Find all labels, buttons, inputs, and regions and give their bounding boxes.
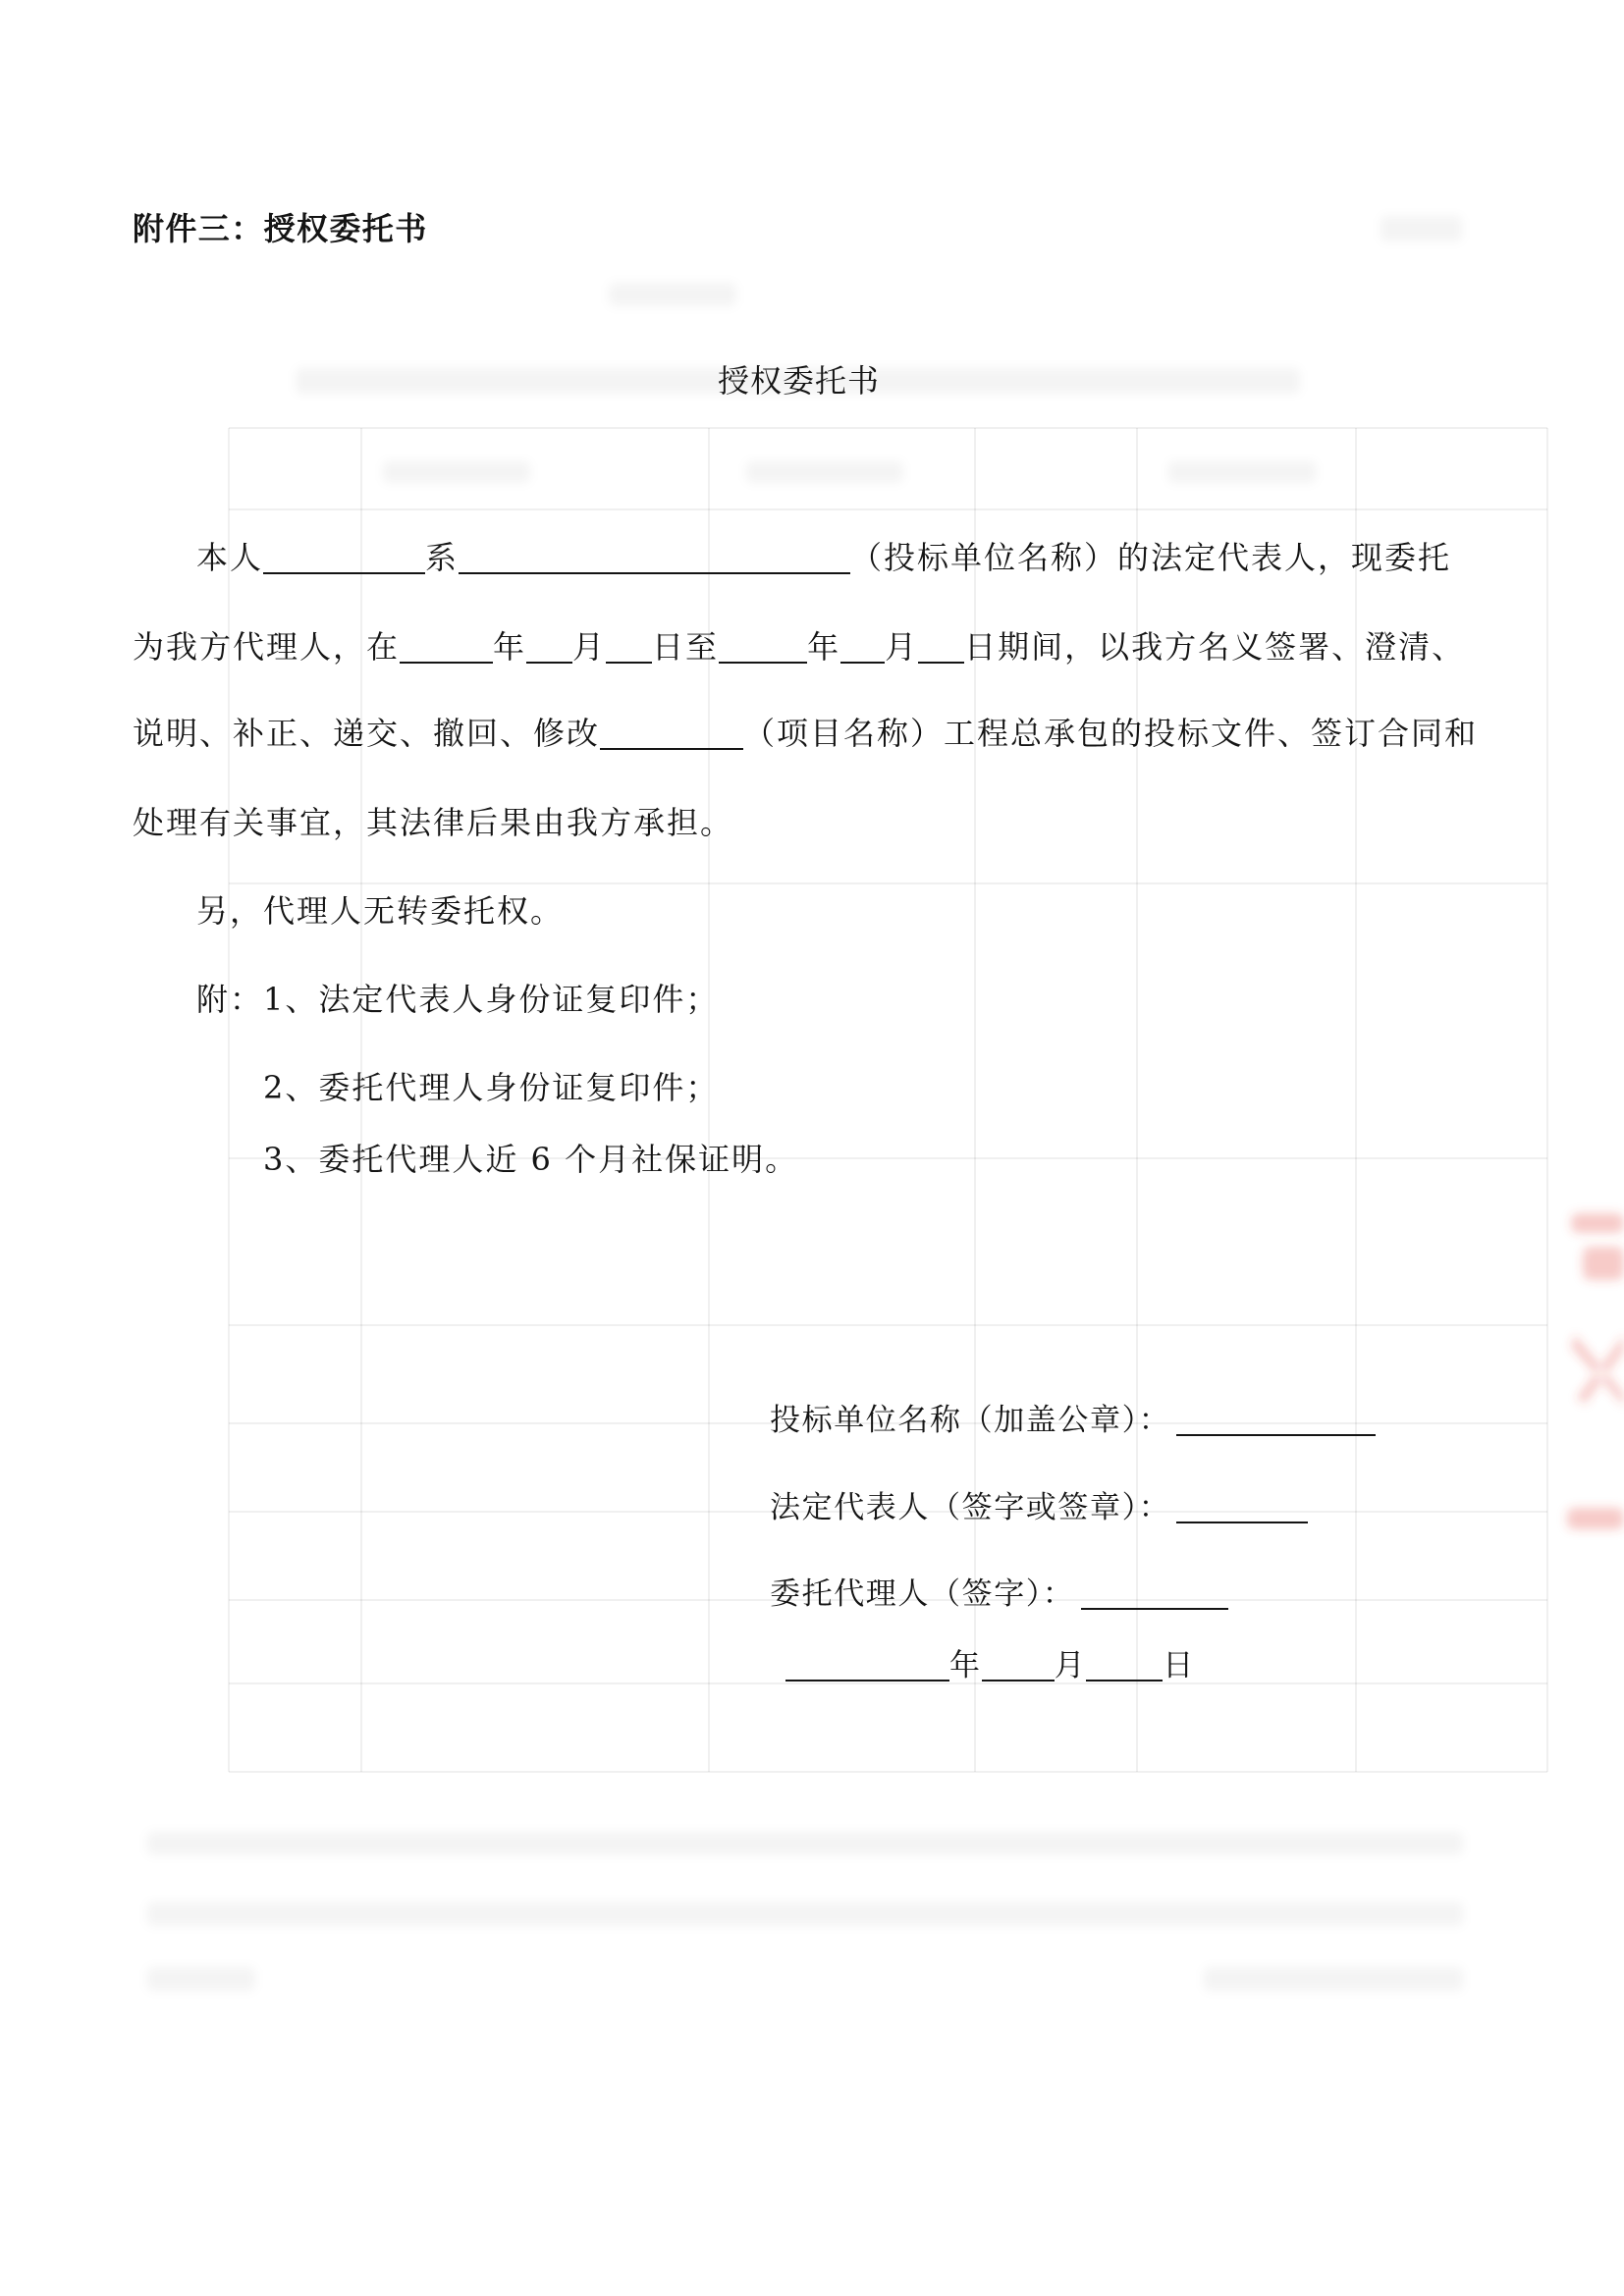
body-line-3-text-b: （项目名称）工程总承包的投标文件、签订合同和 [743,715,1479,752]
bleed-smudge [147,1832,1463,1855]
bleed-smudge [609,283,736,306]
start-day-blank [606,662,652,664]
bleed-smudge [746,461,903,483]
bleed-smudge [1168,461,1316,483]
body-line-2-month-a: 月 [572,628,607,666]
body-line-2-text-b: 日期间，以我方名义签署、澄清、 [964,628,1466,666]
body-line-4 [133,803,733,842]
principal-name-blank [263,572,425,574]
signature-bidder-row [770,1401,1376,1440]
document-title-text: 授权委托书 [718,362,881,400]
note-text: 另，代理人无转委托权。 [196,892,565,930]
attachment-heading-text: 附件三：授权委托书 [133,210,428,247]
body-line-1-text-c: （投标单位名称）的法定代表人，现委托 [850,539,1452,576]
signature-date-row [785,1646,1195,1685]
bleed-smudge [147,1967,255,1991]
attachment-item-3 [263,1140,798,1179]
date-day-blank [1086,1680,1163,1682]
body-line-1-text-a: 本人 [196,539,264,576]
body-line-3-text-a: 说明、补正、递交、撤回、修改 [133,715,601,752]
body-line-2-year-b: 年 [807,628,841,666]
body-line-4-text: 处理有关事宜，其法律后果由我方承担。 [133,804,734,841]
body-line-2 [133,627,1465,667]
date-month-label: 月 [1054,1648,1087,1683]
document-title [718,361,880,400]
bidder-seal-label: 投标单位名称（加盖公章）： [770,1403,1171,1438]
body-line-3 [133,714,1478,753]
bleed-smudge [1204,1967,1463,1991]
signature-legal-rep-row [770,1488,1308,1527]
bleed-through-red-stamp [1567,1213,1624,1529]
date-day-label: 日 [1163,1648,1195,1683]
attachment-item-text: 3、委托代理人近 6 个月社保证明。 [263,1141,799,1178]
bleed-smudge [1380,216,1462,241]
attachments-prefix: 附： [196,981,264,1018]
agent-signature-blank [1081,1608,1228,1610]
end-month-blank [840,662,885,664]
attachment-item-text: 2、委托代理人身份证复印件； [263,1069,720,1106]
attachment-item-1 [196,980,719,1019]
body-line-2-year-a: 年 [493,628,527,666]
bidder-name-blank [459,572,850,574]
attachment-heading [133,209,428,248]
legal-rep-signature-label: 法定代表人（签字或签章）： [770,1490,1171,1525]
end-day-blank [918,662,964,664]
date-year-blank [785,1680,949,1682]
start-month-blank [526,662,572,664]
stamp-smudge [1583,1247,1624,1280]
legal-rep-signature-blank [1176,1522,1308,1523]
bleed-smudge [147,1902,1463,1926]
stamp-smudge [1571,1335,1624,1406]
date-month-blank [982,1680,1055,1682]
stamp-smudge [1567,1508,1624,1529]
signature-agent-row [770,1575,1228,1614]
bleed-smudge [383,461,530,483]
body-line-1 [196,538,1451,577]
body-line-2-day-to: 日至 [652,628,720,666]
date-year-label: 年 [949,1648,982,1683]
no-sub-delegation-note [196,891,564,931]
project-name-blank [600,748,743,750]
stamp-smudge [1571,1213,1624,1233]
agent-signature-label: 委托代理人（签字）： [770,1576,1075,1612]
start-year-blank [400,662,493,664]
body-line-2-month-b: 月 [885,628,919,666]
end-year-blank [719,662,807,664]
attachment-item-text: 1、法定代表人身份证复印件； [263,981,720,1018]
body-line-2-text-a: 为我方代理人，在 [133,628,401,666]
bidder-seal-blank [1176,1434,1376,1436]
attachment-item-2 [263,1068,719,1107]
body-line-1-text-b: 系 [425,539,460,576]
